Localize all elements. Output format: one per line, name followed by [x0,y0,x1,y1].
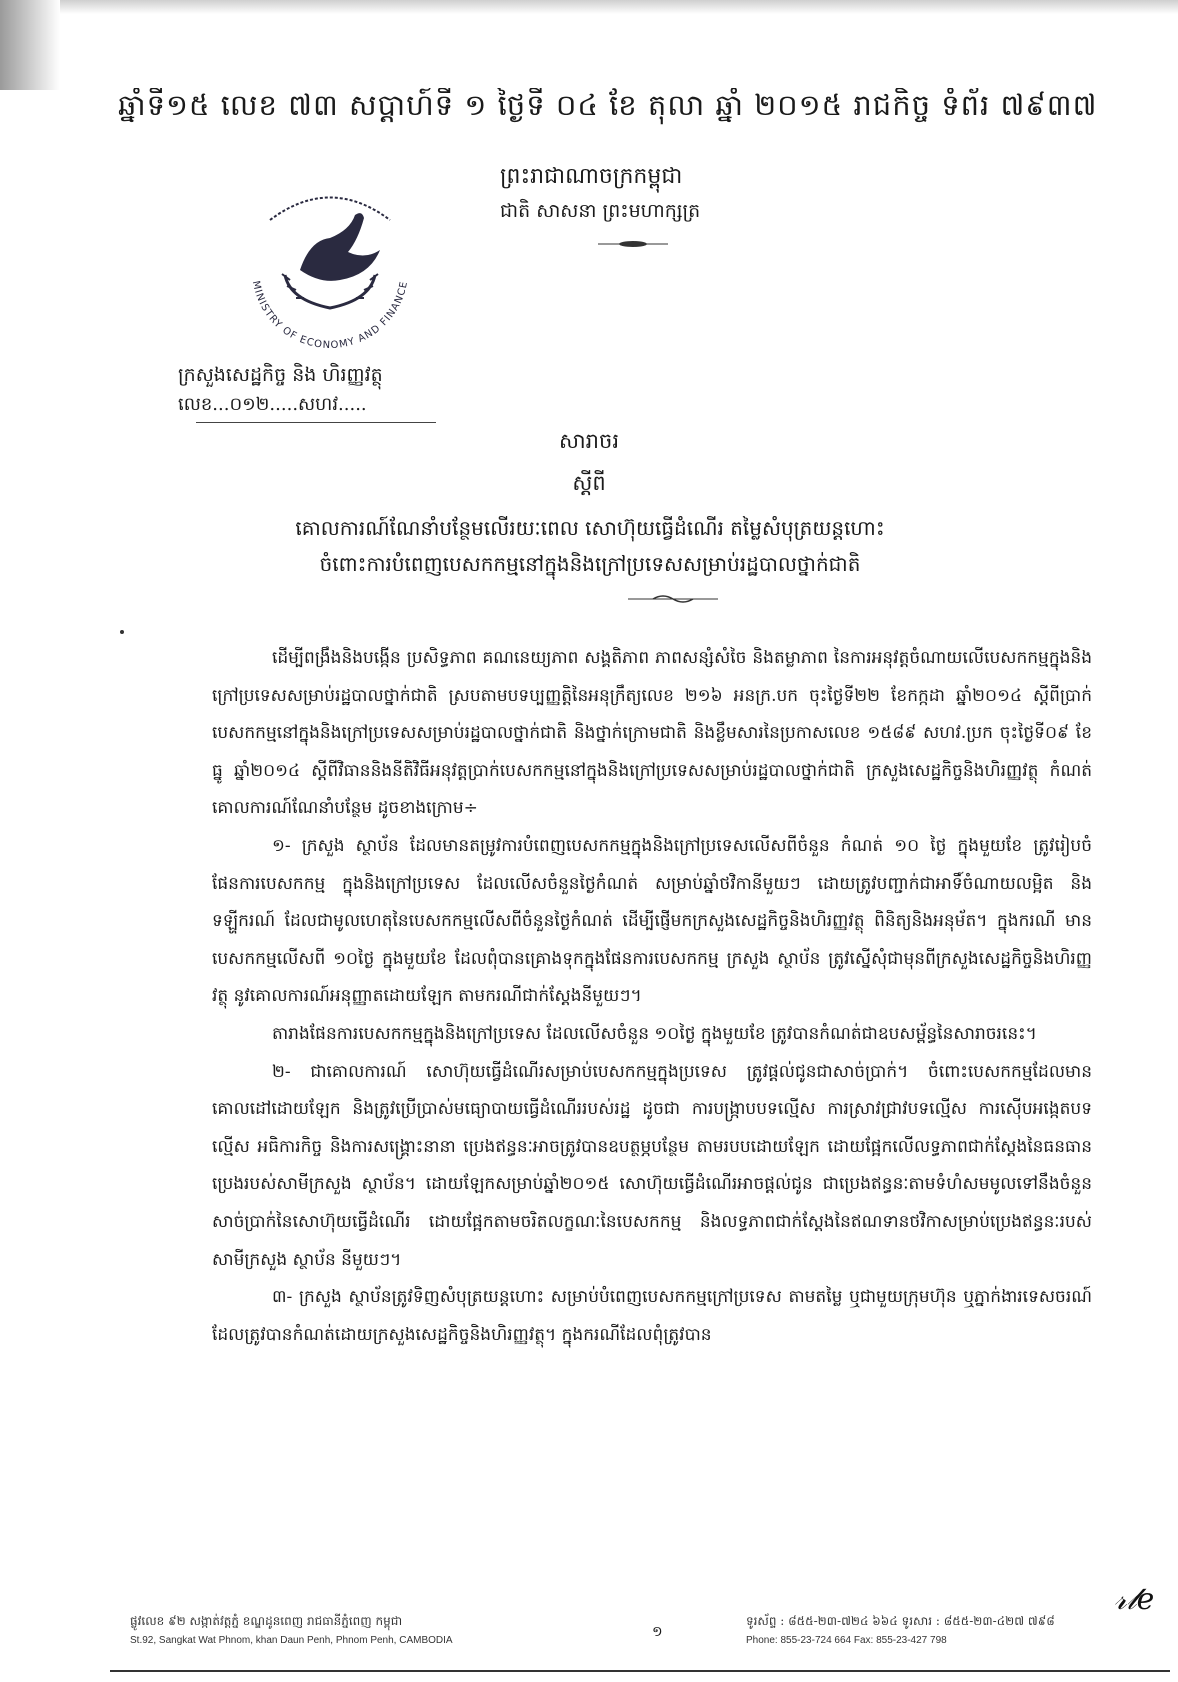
paragraph-intro: ដើម្បីពង្រឹងនិងបង្កើន ប្រសិទ្ធភាព គណនេយ្យភាព សង្គតិភាព ភាពសន្សំសំចៃ និងតម្លាភាព នៃការអនុវត្តចំណាយលើបេសកកម្មក្នុងនិងក្រៅប្រទេសសម្រាប់រដ្ឋបាលថ្នាក់ជាតិ ស្របតាមបទប្បញ្ញត្តិនៃអនុក្រឹត្យលេខ ២១៦ អនក្រ.បក ចុះថ្ងៃទី២២ ខែកក្កដា ឆ្នាំ២០១៤ ស្តីពីប្រាក់បេសកកម្មនៅក្នុងនិងក្រៅប្រទេសសម្រាប់រដ្ឋបាលថ្នាក់ជាតិ និងថ្នាក់ក្រោមជាតិ និងខ្លឹមសារនៃប្រកាសលេខ ១៥៨៩ សហវ.ប្រក ចុះថ្ងៃទី០៩ ខែធ្នូ ឆ្នាំ២០១៤ ស្តីពីវិធាននិងនីតិវិធីអនុវត្តប្រាក់បេសកកម្មនៅក្នុងនិងក្រៅប្រទេសសម្រាប់រដ្ឋបាលថ្នាក់ជាតិ ក្រសួងសេដ្ឋកិច្ចនិងហិរញ្ញវត្ថុ កំណត់គោលការណ៍ណែនាំបន្ថែម ដូចខាងក្រោម÷ [212,648,1092,819]
kingdom-heading [500,160,840,228]
paragraph-2: ២- ជាគោលការណ៍ សោហ៊ុយធ្វើដំណើរសម្រាប់បេសកកម្មក្នុងប្រទេស ត្រូវផ្តល់ជូនជាសាច់ប្រាក់។ ចំពោះបេសកកម្មដែលមានគោលដៅដោយឡែក និងត្រូវប្រើប្រាស់មធ្យោបាយធ្វើដំណើររបស់រដ្ឋ ដូចជា ការបង្ក្រាបបទល្មើស ការស្រាវជ្រាវបទល្មើស ការស៊ើបអង្កេតបទល្មើស អធិការកិច្ច និងការសង្គ្រោះនានា ប្រេងឥន្ធនៈអាចត្រូវបានឧបត្ថម្ភបន្ថែម តាមរបបដោយឡែក ដោយផ្អែកលើលទ្ធភាពជាក់ស្តែងនៃធនធានប្រេងរបស់សាមីក្រសួង ស្ថាប័ន។ ដោយឡែកសម្រាប់ឆ្នាំ២០១៥ សោហ៊ុយធ្វើដំណើរអាចផ្តល់ជូន ជាប្រេងឥន្ធនៈតាមទំហំសមមូលទៅនឹងចំនួនសាច់ប្រាក់នៃសោហ៊ុយធ្វើដំណើរ ដោយផ្អែកតាមចរិតលក្ខណៈនៃបេសកកម្ម និងលទ្ធភាពជាក់ស្តែងនៃឥណទានថវិកាសម្រាប់ប្រេងឥន្ធនៈរបស់សាមីក្រសួង ស្ថាប័ន នីមួយៗ។ [212,1061,1092,1270]
scan-edge-left [0,0,60,90]
seal-lettering: MINISTRY OF ECONOMY AND FINANCE [249,279,411,350]
gazette-header: ឆ្នាំទី១៥ លេខ ៧៣ សប្តាហ៍ទី ១ ថ្ងៃទី ០៤ ខែ តុលា ឆ្នាំ ២០១៥ រាជកិច្ច ទំព័រ ៧៩៣៧ [118,88,1098,122]
page-number: ១ [652,1624,663,1640]
scan-edge-top [0,0,1178,14]
ministry-name: ក្រសួងសេដ្ឋកិច្ច និង ហិរញ្ញវត្ថុ [178,364,383,386]
reference-number: លេខ...០១២.....សហវ..... [178,394,367,415]
paragraph-1: ១- ក្រសួង ស្ថាប័ន ដែលមានតម្រូវការបំពេញបេសកកម្មក្នុងនិងក្រៅប្រទេសលើសពីចំនួន កំណត់ ១០ ថ្ងៃ ក្នុងមួយខែ ត្រូវរៀបចំផែនការបេសកកម្ម ក្នុងនិងក្រៅប្រទេស ដែលលើសចំនួនថ្ងៃកំណត់ សម្រាប់ឆ្នាំថវិកានីមួយៗ ដោយត្រូវបញ្ជាក់ជាអាទិ៍ចំណាយលម្អិត និងទឡ្ហីករណ៍ ដែលជាមូលហេតុនៃបេសកកម្មលើសពីចំនួនថ្ងៃកំណត់ ដើម្បីផ្ញើមកក្រសួងសេដ្ឋកិច្ចនិងហិរញ្ញវត្ថុ ពិនិត្យនិងអនុម័ត។ ក្នុងករណី មានបេសកកម្មលើសពី ១០ថ្ងៃ ក្នុងមួយខែ ដែលពុំបានគ្រោងទុកក្នុងផែនការបេសកកម្ម ក្រសួង ស្ថាប័ន ត្រូវស្នើសុំជាមុនពីក្រសួងសេដ្ឋកិច្ចនិងហិរញ្ញវត្ថុ នូវគោលការណ៍អនុញ្ញាតដោយឡែក តាមករណីជាក់ស្តែងនីមួយៗ។ [212,835,1092,1007]
divider-ornament-icon [598,238,668,250]
document-type: សារាចរ [559,429,619,453]
ministry-seal-bird-icon [230,180,430,350]
paragraph-annex-note: តារាងផែនការបេសកកម្មក្នុងនិងក្រៅប្រទេស ដែលលើសចំនួន ១០ថ្ងៃ ក្នុងមួយខែ ត្រូវបានកំណត់ជាឧបសម្ព័ន្ធនៃសារាចរនេះ។ [272,1023,1037,1044]
kingdom-motto: ជាតិ សាសនា ព្រះមហាក្សត្រ [500,200,701,222]
scan-dot [120,630,124,634]
footer-address [130,1612,550,1650]
document-body [212,640,1092,1354]
reference-underline [196,422,436,423]
ministry-block [178,360,478,420]
document-subject: គោលការណ៍ណែនាំបន្ថែមលើរយៈពេល សោហ៊ុយធ្វើដំណើរ តម្លៃសំបុត្រយន្តហោះ ចំពោះការបំពេញបេសកកម្មនៅក្នុងនិងក្រៅប្រទេសសម្រាប់រដ្ឋបាលថ្នាក់ជាតិ [295,516,885,576]
subject-label: ស្តីពី [572,471,606,495]
kingdom-name: ព្រះរាជាណាចក្រកម្ពុជា [500,164,683,189]
footer-contact-en: Phone: 855-23-724 664 Fax: 855-23-427 798 [746,1635,947,1646]
footer-contact-km: ទូរស័ព្ទ : ៨៥៥-២៣-៧២៤ ៦៦៤ ទូរសារ : ៨៥៥-២៣-៤២៧ ៧៩៨ [746,1614,1055,1628]
paragraph-3: ៣- ក្រសួង ស្ថាប័នត្រូវទិញសំបុត្រយន្តហោះ សម្រាប់បំពេញបេសកកម្មក្រៅប្រទេស តាមតម្លៃ ឬជាមួយក្រុមហ៊ុន ឬភ្នាក់ងារទេសចរណ៍ដែលត្រូវបានកំណត់ដោយក្រសួងសេដ្ឋកិច្ចនិងហិរញ្ញវត្ថុ។ ក្នុងករណីដែលពុំត្រូវបាន [212,1287,1092,1345]
footer-address-en: St.92, Sangkat Wat Phnom, khan Daun Penh, Phnom Penh, CAMBODIA [130,1635,453,1646]
subject-divider-ornament-icon [628,594,718,604]
handwritten-initials: 𝓇𝓁ℯ [1114,1582,1155,1617]
svg-text:MINISTRY OF ECONOMY AND FINANC [250,280,410,350]
footer-address-km: ផ្លូវលេខ ៩២ សង្កាត់វត្តភ្នំ ខណ្ឌដូនពេញ រាជធានីភ្នំពេញ កម្ពុជា [130,1614,403,1628]
footer-contact [746,1612,1166,1650]
footer-rule [110,1670,1170,1672]
